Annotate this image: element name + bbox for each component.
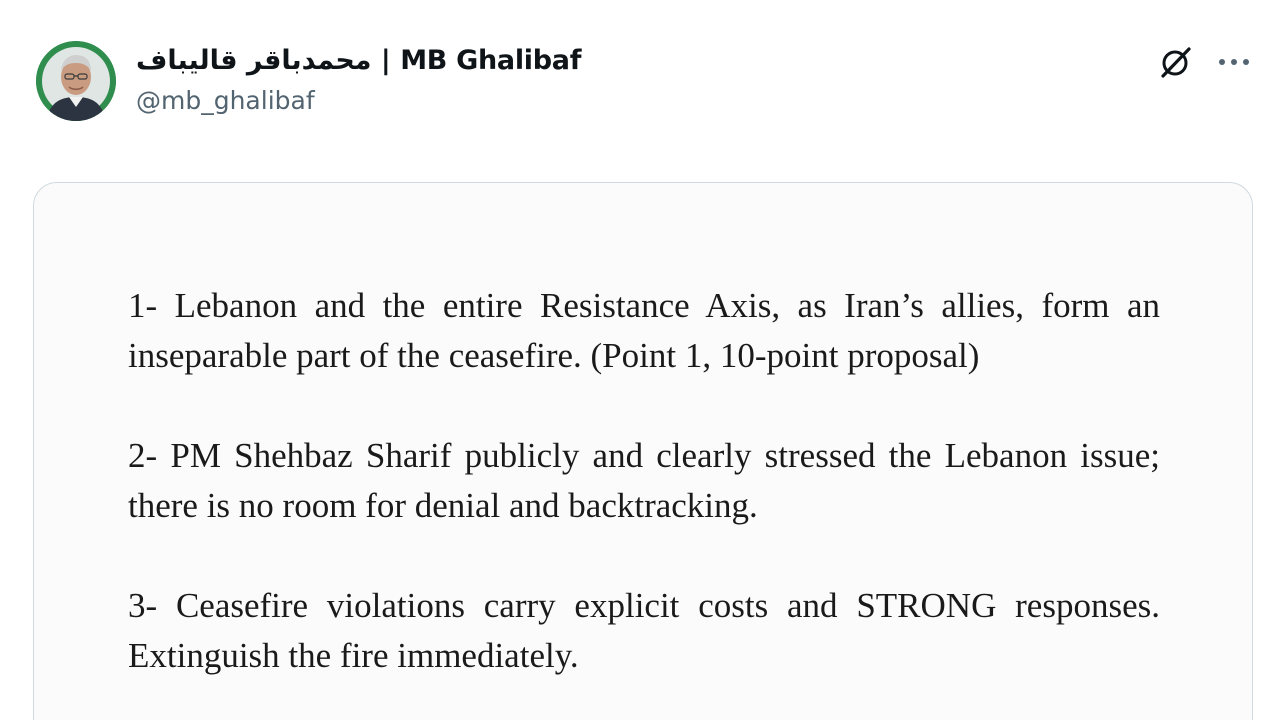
more-options-icon[interactable] xyxy=(1214,48,1254,76)
avatar[interactable] xyxy=(36,41,116,121)
statement-point-1: 1- Lebanon and the entire Resistance Axis, as Iran’s allies, form an inseparable part of the ceasefire. (Point 1, 10-point proposal) xyxy=(128,286,1160,375)
statement-text xyxy=(128,281,1160,720)
more-dots-svg xyxy=(1214,48,1254,76)
attached-image-card[interactable] xyxy=(33,182,1253,720)
display-name[interactable]: محمدباقر قالیباف | MB Ghalibaf xyxy=(136,44,582,76)
display-name-row[interactable] xyxy=(136,42,581,78)
post-header xyxy=(0,0,1280,150)
statement-point-2: 2- PM Shehbaz Sharif publicly and clearly stressed the Lebanon issue; there is no room for denial and backtracking. xyxy=(128,436,1160,525)
grok-icon-svg xyxy=(1158,44,1194,80)
account-handle[interactable]: @mb_ghalibaf xyxy=(136,86,315,115)
grok-icon[interactable] xyxy=(1158,44,1194,80)
avatar-photo xyxy=(36,41,116,121)
statement-point-3: 3- Ceasefire violations carry explicit costs and STRONG responses. Extinguish the fire immediately. xyxy=(128,586,1160,675)
